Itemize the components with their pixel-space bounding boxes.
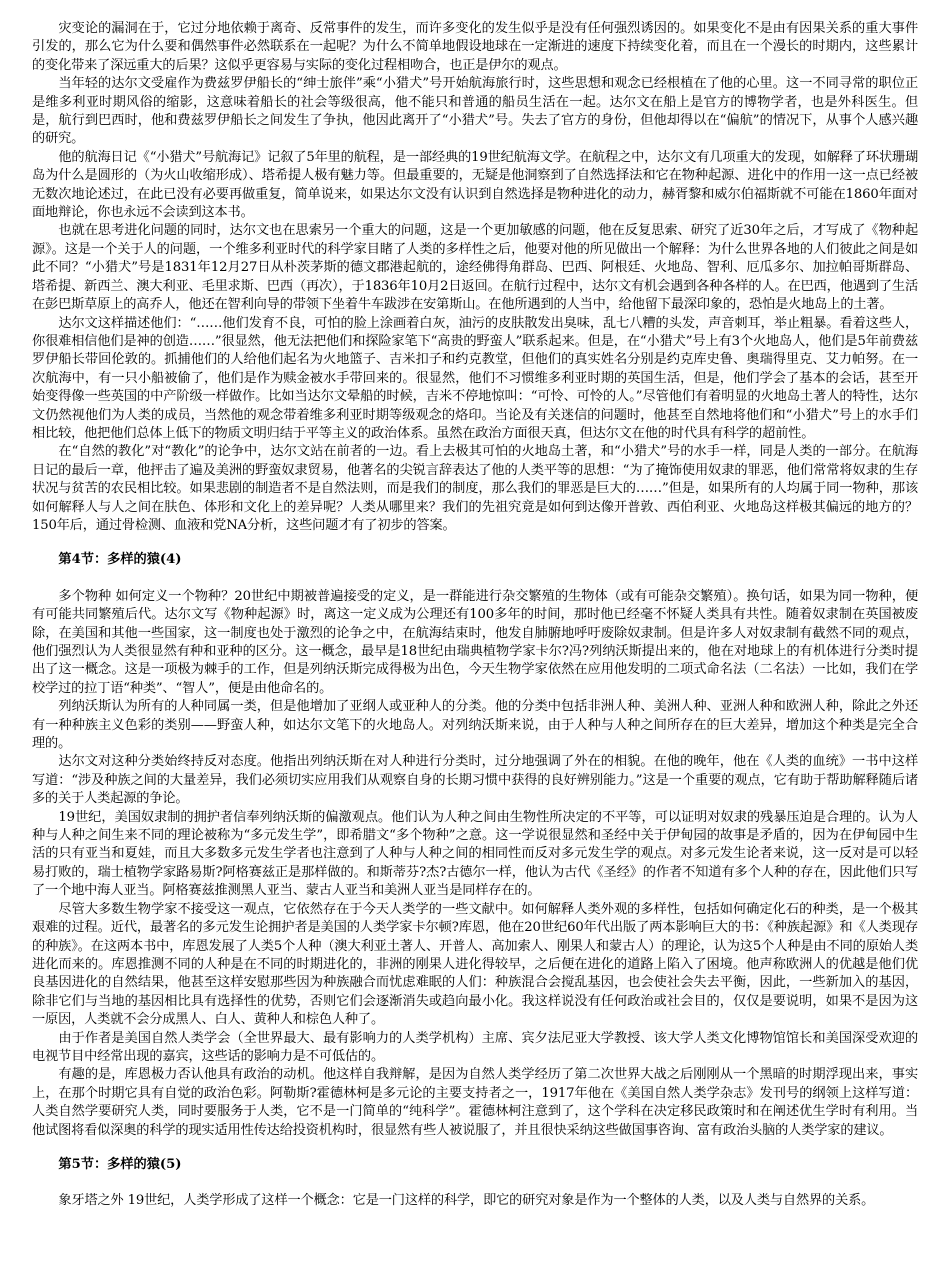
section-5-heading: 第5节：多样的猿(5)	[58, 1156, 182, 1172]
paragraph: 达尔文对这种分类始终持反对态度。他指出列纳沃斯在对人种进行分类时，过分地强调了外在的相貌。在他的晚年，他在《人类的血统》一书中这样写道：“涉及种族之间的大量差异，我们必须切实应用我们从观察自身的长期习惯中获得的良好辨别能力。”这是一个重要的观点，它有助于帮助解释随后诸多的关于人类起源的争论。	[32, 754, 918, 807]
paragraph: 达尔文这样描述他们：“……他们发育不良，可怕的脸上涂画着白灰，油污的皮肤散发出臭味，乱七八糟的头发，声音刺耳，举止粗暴。看着这些人，你很难相信他们是神的创造……”很显然，他无法把他们和探险家笔下“高贵的野蛮人”联系起来。但是，在“小猎犬”号上有3个火地岛人，他们是5年前费兹罗伊船长带回伦敦的。抓捕他们的人给他们起名为火地篮子、吉米扣子和约克教堂，但他们的真实姓名分别是约克库史鲁、奥瑞得里克、艾力帕努。在一次航海中，有一只小船被偷了，他们是作为赎金被水手带回来的。很显然，他们不习惯维多利亚时期的英国生活，但是，他们学会了基本的会话，甚至开始变得像一些英国的中产阶级一样做作。比如当达尔文晕船的时候，吉米不停地惊叫：“可怜、可怜的人。”尽管他们有着明显的火地岛土著人的特性，达尔文仍然视他们为人类的成员，当然他的观念带着维多利亚时期等级观念的烙印。当论及有关迷信的问题时，他甚至自然地将他们和“小猎犬”号上的水手们相比较，他把他们总体上低下的物质文明归结于平等主义的政治体系。虽然在政治方面很天真，但达尔文在他的时代具有科学的超前性。	[32, 315, 918, 441]
section-5-body	[32, 1192, 918, 1210]
paragraph: 也就在思考进化问题的同时，达尔文也在思索另一个重大的问题，这是一个更加敏感的问题，他在反复思索、研究了近30年之后，才写成了《物种起源》。这是一个关于人的问题，一个维多利亚时代的科学家目睹了人类的多样性之后，他要对他的所见做出一个解释：为什么世界各地的人们彼此之间是如此不同？“小猎犬”号是1831年12月27日从朴茨茅斯的德文郡港起航的，途经佛得角群岛、巴西、阿根廷、火地岛、智利、厄瓜多尔、加拉帕哥斯群岛、塔希提、新西兰、澳大利亚、毛里求斯、巴西（再次），于1836年10月2日返回。在航行过程中，达尔文有机会遇到各种各样的人。在巴西，他遇到了生活在彭巴斯草原上的高乔人，他还在智利向导的带领下坐着牛车跋涉在安第斯山。在他所遇到的人当中，给他留下最深印象的，恐怕是火地岛上的土著。	[32, 223, 918, 313]
paragraph: 他的航海日记《“小猎犬”号航海记》记叙了5年里的航程，是一部经典的19世纪航海文学。在航程之中，达尔文有几项重大的发现，如解释了环状珊瑚岛为什么是圆形的（为火山收缩形成）、塔希提人极有魅力等。但最重要的，无疑是他洞察到了自然选择法和它在物种起源、进化中的作用一这一点已经被无数次地论述过，在此已没有必要再做重复，简单说来，如果达尔文没有认识到自然选择是物种进化的动力，赫胥黎和威尔伯福斯就不可能在1860年面对面地辩论，你也永远不会读到这本书。	[32, 149, 918, 221]
paragraph: 由于作者是美国自然人类学会（全世界最大、最有影响力的人类学机构）主席、宾夕法尼亚大学教授、该大学人类文化博物馆馆长和美国深受欢迎的电视节目中经常出现的嘉宾，这些话的影响力是不可低估的。	[32, 1030, 918, 1064]
paragraph: 多个物种 如何定义一个物种？20世纪中期被普遍接受的定义，是一群能进行杂交繁殖的生物体（或有可能杂交繁殖）。换句话，如果为同一物种，便有可能共同繁殖后代。达尔文写《物种起源》时，离这一定义成为公理还有100多年的时间，那时他已经毫不怀疑人类具有共性。随着奴隶制在英国被废除，在美国和其他一些国家，这一制度也处于激烈的论争之中，在航海结束时，他发自肺腑地呼吁废除奴隶制。但是许多人对奴隶制有截然不同的观点，他们强烈认为人类很显然有种和亚种的区分。这一概念，最早是18世纪由瑞典植物学家卡尔?冯?列纳沃斯提出来的，他在对地球上的有机体进行分类时提出了这一概念。这是一项极为棘手的工作，但是列纳沃斯完成得极为出色，今天生物学家依然在应用他发明的二项式命名法（二名法）一比如，我们在学校学过的拉丁语“种类”、“智人”，便是由他命名的。	[32, 588, 918, 696]
paragraph: 列纳沃斯认为所有的人种同属一类，但是他增加了亚纲人或亚种人的分类。他的分类中包括非洲人种、美洲人种、亚洲人种和欧洲人种，除此之外还有一种种族主义色彩的类别——野蛮人种，如达尔文笔下的火地岛人。对列纳沃斯来说，由于人种与人种之间所存在的巨大差异，增加这个种类是完全合理的。	[32, 699, 918, 752]
paragraph: 当年轻的达尔文受雇作为费兹罗伊船长的“绅士旅伴”乘“小猎犬”号开始航海旅行时，这些思想和观念已经根植在了他的心里。这一不同寻常的职位正是维多利亚时期风俗的缩影，这意味着船长的社会等级很高，他不能只和普通的船员生活在一起。达尔文在船上是官方的博物学者，也是外科医生。但是，航行到巴西时，他和费兹罗伊船长之间发生了争执，他因此离开了“小猎犬”号。失去了官方的身份，但他却得以在“偏航”的情况下，从事个人感兴趣的研究。	[32, 76, 918, 147]
paragraph: 尽管大多数生物学家不接受这一观点，它依然存在于今天人类学的一些文献中。如何解释人类外观的多样性，包括如何确定化石的种类，是一个极其艰难的过程。近代，最著名的多元发生论拥护者是美国的人类学家卡尔顿?库恩，他在20世纪60年代出版了两本影响巨大的书：《种族起源》和《人类现存的种族》。在这两本书中，库恩发展了人类5个人种（澳大利亚土著人、开普人、高加索人、刚果人和蒙古人）的理论，认为这5个人种是由不同的原始人类进化而来的。库恩推测不同的人种是在不同的时期进化的，非洲的刚果人进化得较早，之后便在进化的道路上陷入了困境。他声称欧洲人的优越是他们优良基因进化的自然结果，他甚至这样安慰那些因为种族融合而忧虑难眠的人们：种族混合会搅乱基因，也会使社会失去平衡，因此，一些新加入的基因，除非它们与当地的基因相比具有选择性的优势，否则它们会逐渐消失或趋向最小化。我这样说没有任何政治或社会目的，仅仅是要说明，如果不是因为这一原因，人类就不会分成黑人、白人、黄种人和棕色人种了。	[32, 901, 918, 1028]
section-4-body	[32, 588, 918, 1140]
paragraph: 在“自然的教化”对“教化”的论争中，达尔文站在前者的一边。看上去极其可怕的火地岛土著，和“小猎犬”号的水手一样，同是人类的一部分。在航海日记的最后一章，他抨击了遍及美洲的野蛮奴隶贸易，他著名的尖锐言辞表达了他的人类平等的思想：“为了掩饰使用奴隶的罪恶，他们常常将奴隶的生存状况与贫苦的农民相比较。如果悲剧的制造者不是自然法则，而是我们的制度，那么我们的罪恶是巨大的……”但是，如果所有的人均属于同一物种，那该如何解释人与人之间在肤色、体形和文化上的差异呢？人类从哪里来？我们的先祖究竟是如何到达像开普敦、西伯利亚、火地岛这样极其偏远的地方的？150年后，通过骨检测、血液和党NA分析，这些问题才有了初步的答案。	[32, 444, 918, 533]
section-4-heading: 第4节：多样的猿(4)	[58, 552, 182, 568]
paragraph: 有趣的是，库恩极力否认他具有政治的动机。他这样自我辩解，是因为自然人类学经历了第二次世界大战之后刚刚从一个黑暗的时期浮现出来，事实上，在那个时期它具有自觉的政治色彩。阿勒斯?霍德林柯是多元论的主要支持者之一，1917年他在《美国自然人类学杂志》发刊号的纲领上这样写道：人类自然学要研究人类，同时要服务于人类，它不是一门简单的“纯科学”。霍德林柯注意到了，这个学科在决定移民政策时和在阐述优生学时有利用。当他试图将看似深奥的科学的现实适用性传达给投资机构时，很显然有些人被说服了，并且很快采纳这些做国事咨询、富有政治头脑的人类学家的建议。	[32, 1067, 918, 1138]
paragraph: 灾变论的漏洞在于，它过分地依赖于离奇、反常事件的发生，而许多变化的发生似乎是没有任何强烈诱因的。如果变化不是由有因果关系的重大事件引发的，那么它为什么要和偶然事件必然联系在一起呢？为什么不简单地假设地球在一定渐进的速度下持续变化着，而且在一个漫长的时期内，这些累计的变化带来了深远重大的后果？这似乎更容易与实际的变化过程相吻合，也正是伊尔的观点。	[32, 21, 918, 73]
section-3-body	[32, 20, 918, 535]
paragraph: 19世纪，美国奴隶制的拥护者信奉列纳沃斯的偏激观点。他们认为人种之间由生物性所决定的不平等，可以证明对奴隶的残暴压迫是合理的。认为人种与人种之间生来不同的理论被称为“多元发生学”，即希腊文“多个物种”之意。这一学说很显然和圣经中关于伊甸园的故事是矛盾的，因为在伊甸园中生活的只有亚当和夏娃，而且大多数多元发生学者也注意到了人种与人种之间的相同性而反对多元发生学的观点。对多元发生论者来说，这一反对是可以轻易打败的，瑞士植物学家路易斯?阿格赛兹正是那样做的。和斯蒂芬?杰?古德尔一样，他认为古代《圣经》的作者不知道有多个人种的存在，因此他们只写了一个地中海人亚当。阿格赛兹推测黑人亚当、蒙古人亚当和美洲人亚当是同样存在的。	[32, 809, 918, 899]
paragraph: 象牙塔之外 19世纪，人类学形成了这样一个概念：它是一门这样的科学，即它的研究对象是作为一个整体的人类，以及人类与自然界的关系。	[58, 1193, 875, 1209]
